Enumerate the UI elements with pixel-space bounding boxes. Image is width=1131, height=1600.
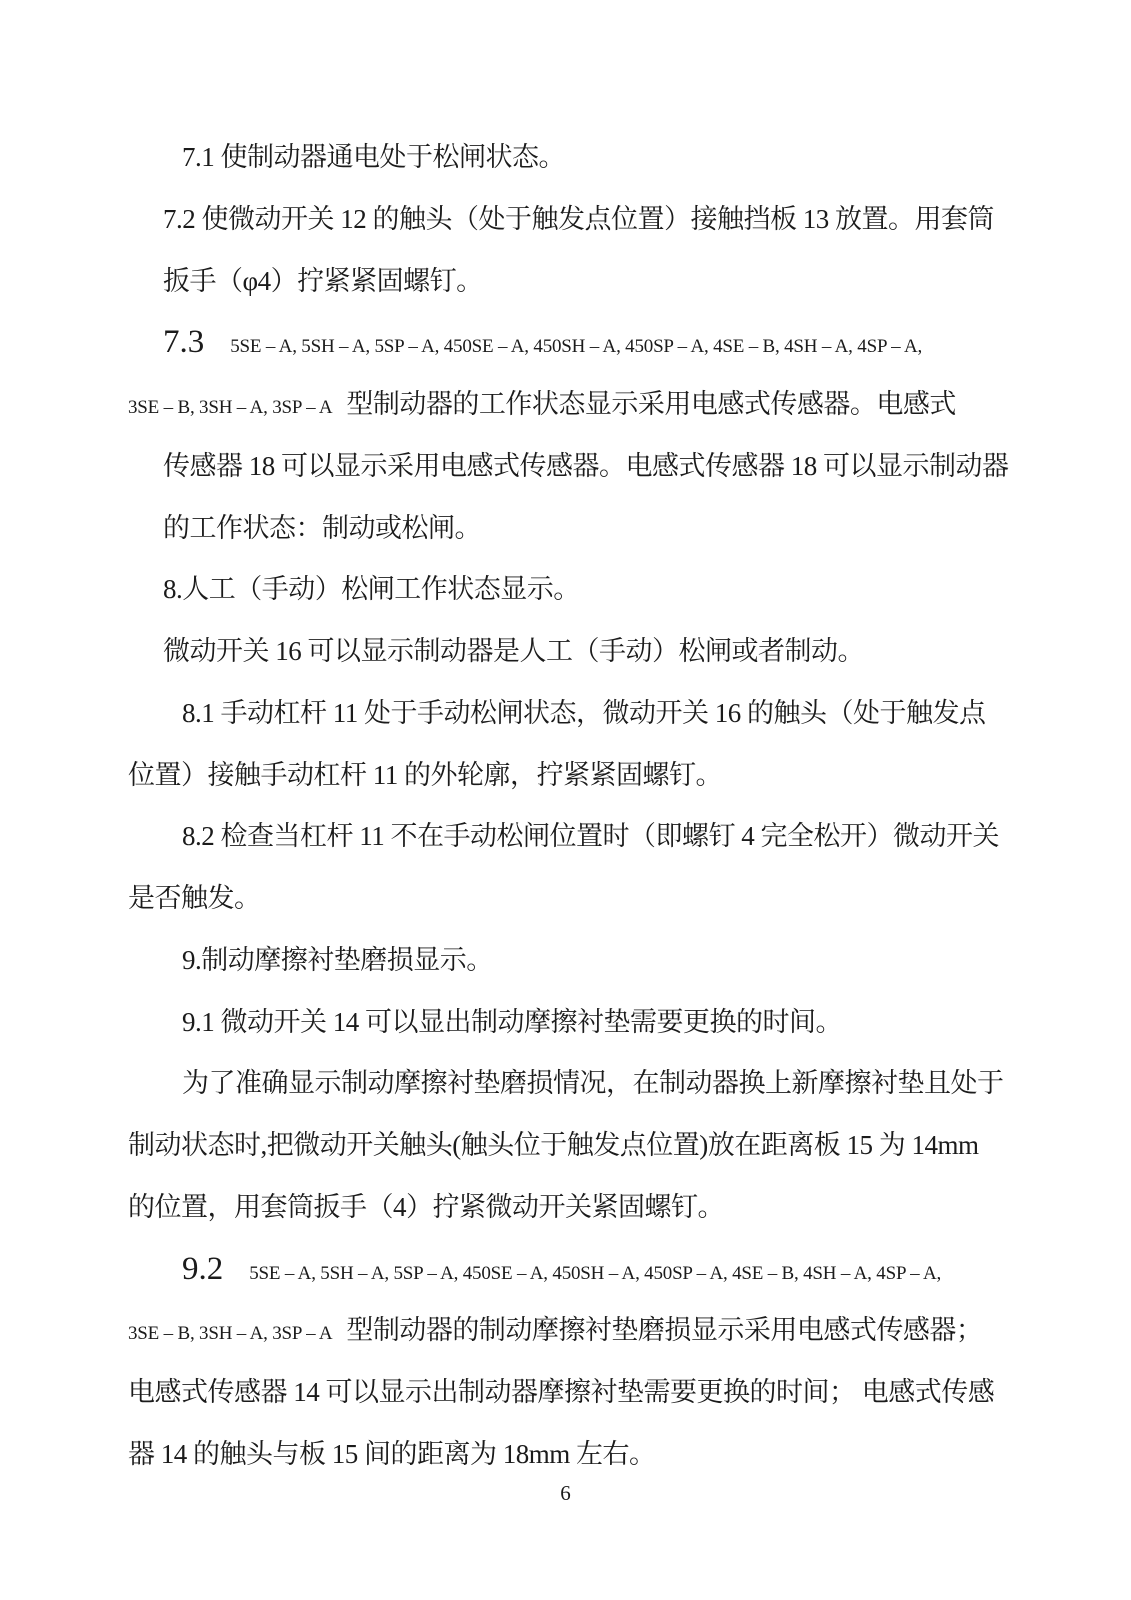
- line-text: 器 14 的触头与板 15 间的距离为 18mm 左右。: [128, 1438, 656, 1469]
- document-line: [128, 992, 1091, 1054]
- document-line: [128, 1115, 1091, 1177]
- line-text: 7.2 使微动开关 12 的触头（处于触发点位置）接触挡板 13 放置。用套筒: [163, 203, 994, 234]
- line-text: 9.制动摩擦衬垫磨损显示。: [182, 944, 493, 975]
- section-number: 9.2: [182, 1250, 224, 1287]
- document-line: [128, 1300, 1091, 1362]
- document-line: [128, 1239, 1091, 1301]
- line-text: 型制动器的制动摩擦衬垫磨损显示采用电感式传感器；: [346, 1315, 983, 1346]
- document-line: [128, 621, 1091, 683]
- document-line: [128, 251, 1091, 313]
- document-line: [128, 1177, 1091, 1239]
- document-line: [128, 683, 1091, 745]
- document-line: [128, 1362, 1091, 1424]
- document-line: [128, 436, 1091, 498]
- document-line: [128, 498, 1091, 560]
- section-number: 7.3: [163, 324, 205, 361]
- document-line: [128, 930, 1091, 992]
- line-text: 微动开关 16 可以显示制动器是人工（手动）松闸或者制动。: [163, 636, 864, 666]
- line-text: 电感式传感器 14 可以显示出制动器摩擦衬垫需要更换的时间； 电感式传感: [128, 1377, 995, 1407]
- document-line: [128, 189, 1091, 251]
- line-text: 8.1 手动杠杆 11 处于手动松闸状态，微动开关 16 的触头（处于触发点: [182, 697, 986, 728]
- line-text: 制动状态时,把微动开关触头(触头位于触发点位置)放在距离板 15 为 14mm: [128, 1130, 979, 1160]
- line-text: 位置）接触手动杠杆 11 的外轮廓，拧紧紧固螺钉。: [128, 759, 722, 790]
- line-text: 7.1 使制动器通电处于松闸状态。: [182, 142, 565, 172]
- model-list: 3SE – B, 3SH – A, 3SP – A: [128, 1323, 333, 1345]
- document-line: [128, 559, 1091, 621]
- line-text: 是否触发。: [128, 883, 261, 913]
- line-text: 的工作状态：制动或松闸。: [163, 512, 481, 543]
- line-text: 的位置，用套筒扳手（4）拧紧微动开关紧固螺钉。: [128, 1191, 724, 1222]
- line-text: 传感器 18 可以显示采用电感式传感器。电感式传感器 18 可以显示制动器: [163, 450, 1009, 481]
- line-text: 扳手（φ4）拧紧紧固螺钉。: [163, 265, 483, 296]
- model-list: 5SE – A, 5SH – A, 5SP – A, 450SE – A, 450SH – A, 450SP – A, 4SE – B, 4SH – A, 4SP – A,: [249, 1262, 942, 1284]
- document-line: [128, 806, 1091, 868]
- document-line: [128, 1053, 1091, 1115]
- document-line: [128, 1424, 1091, 1486]
- document-line: [128, 312, 1091, 374]
- line-text: 9.1 微动开关 14 可以显出制动摩擦衬垫需要更换的时间。: [182, 1006, 842, 1037]
- document-line: [128, 745, 1091, 807]
- document-line: [128, 868, 1091, 930]
- model-list: 5SE – A, 5SH – A, 5SP – A, 450SE – A, 450SH – A, 450SP – A, 4SE – B, 4SH – A, 4SP – A,: [230, 336, 923, 358]
- document-line: [128, 374, 1091, 436]
- line-text: 8.人工（手动）松闸工作状态显示。: [163, 574, 580, 605]
- line-text: 8.2 检查当杠杆 11 不在手动松闸位置时（即螺钉 4 完全松开）微动开关: [182, 821, 999, 852]
- line-text: 为了准确显示制动摩擦衬垫磨损情况，在制动器换上新摩擦衬垫且处于: [182, 1068, 1004, 1099]
- line-text: 型制动器的工作状态显示采用电感式传感器。电感式: [346, 389, 956, 419]
- model-list: 3SE – B, 3SH – A, 3SP – A: [128, 397, 333, 418]
- document-body: [128, 127, 1091, 1486]
- document-line: [128, 127, 1091, 189]
- page-number: 6: [560, 1481, 571, 1505]
